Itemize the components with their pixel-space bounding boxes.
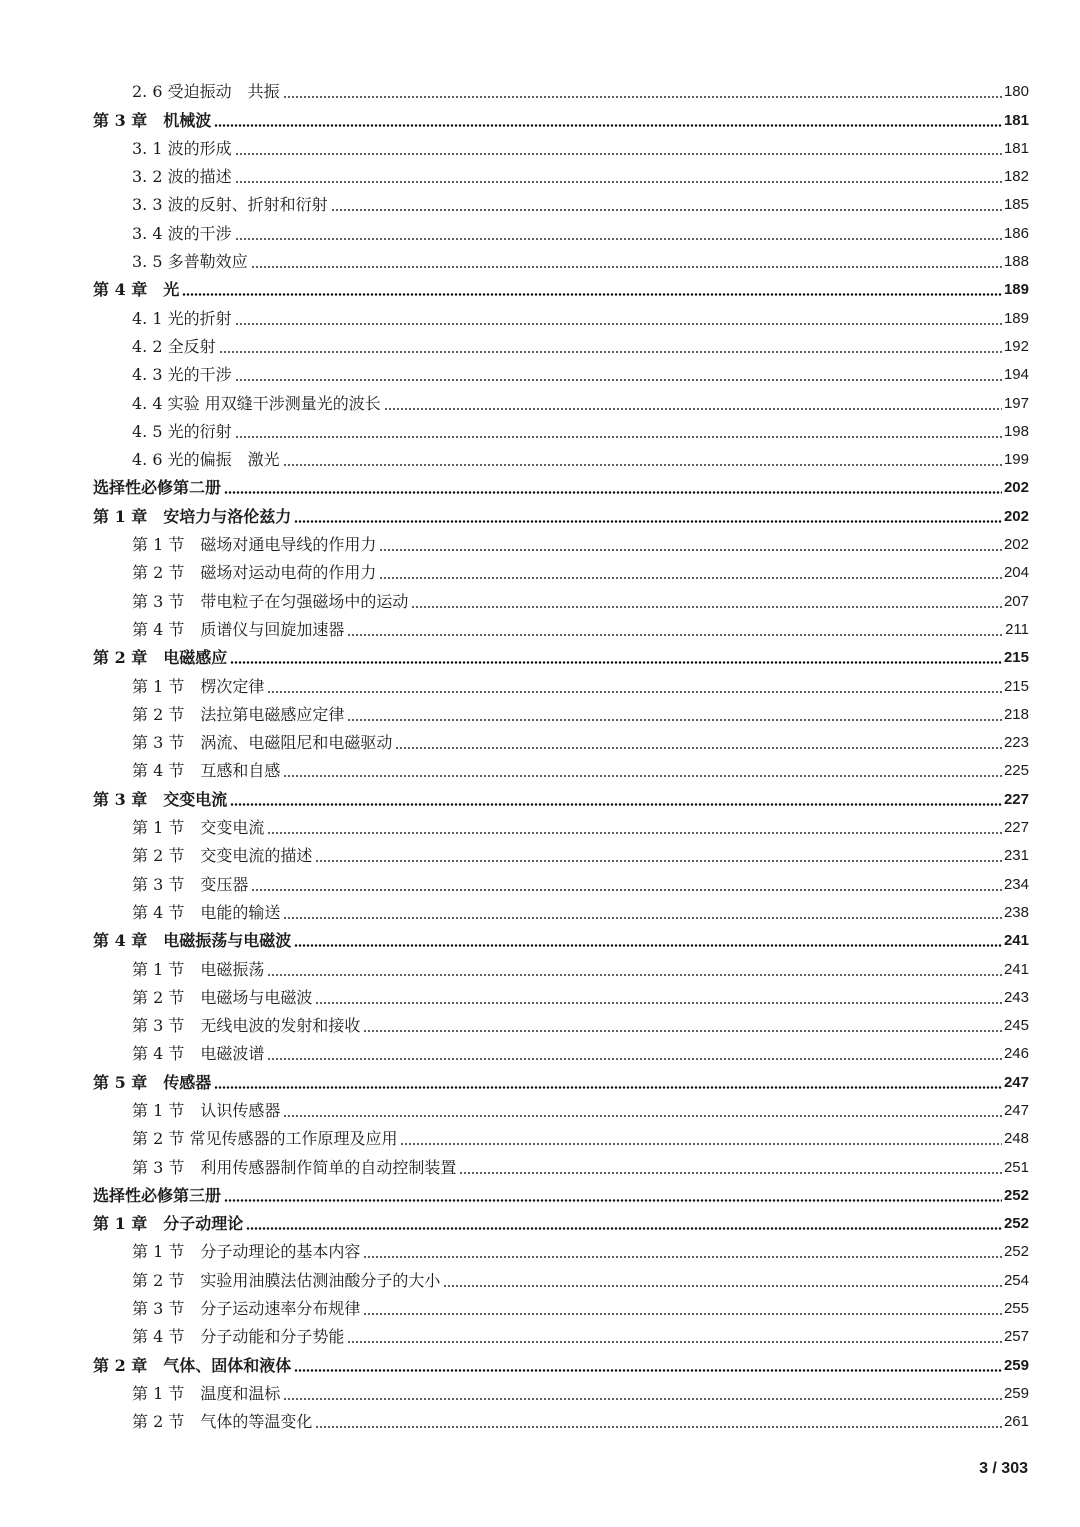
dot-leader <box>251 266 1002 268</box>
toc-entry-page-number: 199 <box>1003 451 1029 469</box>
toc-section-entry[interactable] <box>93 1294 1029 1322</box>
dot-leader <box>235 436 1002 438</box>
toc-chapter-entry[interactable] <box>93 1067 1029 1095</box>
toc-entry-page-number: 259 <box>1003 1384 1029 1402</box>
toc-entry-page-number: 247 <box>1003 1073 1029 1091</box>
toc-entry-title: 第 2 节 交变电流的描述 <box>132 846 313 866</box>
toc-section-entry[interactable] <box>93 360 1029 388</box>
dot-leader <box>283 917 1002 919</box>
toc-entry-title: 第 2 节 电磁场与电磁波 <box>132 987 313 1007</box>
toc-chapter-entry[interactable] <box>93 643 1029 671</box>
dot-leader <box>379 577 1002 579</box>
toc-entry-title: 第 1 节 认识传感器 <box>132 1100 281 1120</box>
toc-chapter-entry[interactable] <box>93 1209 1029 1237</box>
toc-section-entry[interactable] <box>93 756 1029 784</box>
toc-entry-title: 第 3 节 涡流、电磁阻尼和电磁驱动 <box>132 733 393 753</box>
toc-entry-page-number: 218 <box>1003 705 1029 723</box>
dot-leader <box>411 606 1002 608</box>
toc-entry-page-number: 189 <box>1003 309 1029 327</box>
toc-entry-page-number: 215 <box>1003 649 1029 667</box>
toc-entry-page-number: 254 <box>1003 1271 1029 1289</box>
toc-entry-title: 第 3 章 交变电流 <box>93 789 228 809</box>
dot-leader <box>347 719 1002 721</box>
toc-entry-title: 第 4 章 光 <box>93 280 180 300</box>
dot-leader <box>283 775 1002 777</box>
toc-section-entry[interactable] <box>93 869 1029 897</box>
toc-entry-title: 第 4 节 电能的输送 <box>132 902 281 922</box>
toc-section-entry[interactable] <box>93 332 1029 360</box>
dot-leader <box>363 1256 1002 1258</box>
toc-entry-title: 4. 6 光的偏振 激光 <box>132 450 280 470</box>
toc-entry-title: 第 3 章 机械波 <box>93 110 212 130</box>
toc-entry-page-number: 251 <box>1003 1158 1029 1176</box>
toc-section-entry[interactable] <box>93 728 1029 756</box>
dot-leader <box>246 1227 1002 1230</box>
toc-entry-title: 第 1 节 温度和温标 <box>132 1383 281 1403</box>
toc-section-entry[interactable] <box>93 558 1029 586</box>
toc-section-entry[interactable] <box>93 1152 1029 1180</box>
toc-chapter-entry[interactable] <box>93 926 1029 954</box>
toc-section-entry[interactable] <box>93 530 1029 558</box>
toc-entry-page-number: 227 <box>1003 790 1029 808</box>
toc-entry-title: 第 4 节 分子动能和分子势能 <box>132 1327 345 1347</box>
dot-leader <box>214 1086 1002 1089</box>
toc-section-entry[interactable] <box>93 77 1029 105</box>
toc-entry-page-number: 211 <box>1005 620 1029 638</box>
toc-chapter-entry[interactable] <box>93 275 1029 303</box>
dot-leader <box>235 181 1002 183</box>
dot-leader <box>443 1285 1002 1287</box>
toc-section-entry[interactable] <box>93 445 1029 473</box>
toc-entry-title: 4. 1 光的折射 <box>132 308 232 328</box>
dot-leader <box>267 691 1002 693</box>
toc-entry-page-number: 198 <box>1003 422 1029 440</box>
toc-section-entry[interactable] <box>93 1265 1029 1293</box>
toc-entry-page-number: 182 <box>1003 168 1029 186</box>
toc-section-entry[interactable] <box>93 1096 1029 1124</box>
dot-leader <box>294 944 1002 947</box>
toc-entry-page-number: 243 <box>1003 988 1029 1006</box>
toc-section-entry[interactable] <box>93 1039 1029 1067</box>
toc-entry-title: 第 2 节 磁场对运动电荷的作用力 <box>132 563 377 583</box>
toc-entry-page-number: 207 <box>1003 592 1029 610</box>
toc-entry-title: 第 1 节 楞次定律 <box>132 676 265 696</box>
toc-entry-page-number: 255 <box>1003 1300 1029 1318</box>
toc-entry-page-number: 223 <box>1003 734 1029 752</box>
toc-entry-page-number: 231 <box>1003 847 1029 865</box>
toc-entry-title: 3. 1 波的形成 <box>132 138 232 158</box>
dot-leader <box>182 293 1002 296</box>
toc-entry-page-number: 227 <box>1003 819 1029 837</box>
toc-section-entry[interactable] <box>93 586 1029 614</box>
dot-leader <box>331 209 1002 211</box>
toc-section-entry[interactable] <box>93 1379 1029 1407</box>
toc-entry-title: 第 4 节 电磁波谱 <box>132 1044 265 1064</box>
toc-entry-title: 第 2 节 实验用油膜法估测油酸分子的大小 <box>132 1270 441 1290</box>
toc-section-entry[interactable] <box>93 954 1029 982</box>
toc-section-entry[interactable] <box>93 898 1029 926</box>
toc-entry-page-number: 181 <box>1003 139 1029 157</box>
toc-entry-page-number: 194 <box>1003 366 1029 384</box>
dot-leader <box>315 860 1002 862</box>
toc-chapter-entry[interactable] <box>93 784 1029 812</box>
toc-entry-title: 第 4 章 电磁振荡与电磁波 <box>93 931 292 951</box>
toc-entry-title: 第 3 节 变压器 <box>132 874 249 894</box>
toc-section-entry[interactable] <box>93 1322 1029 1350</box>
toc-entry-page-number: 202 <box>1003 479 1029 497</box>
table-of-contents <box>93 77 1029 1435</box>
dot-leader <box>315 1002 1002 1004</box>
toc-entry-title: 4. 2 全反射 <box>132 336 216 356</box>
toc-section-entry[interactable] <box>93 303 1029 331</box>
dot-leader <box>235 238 1002 240</box>
toc-entry-page-number: 241 <box>1003 932 1029 950</box>
toc-entry-page-number: 186 <box>1003 224 1029 242</box>
dot-leader <box>283 96 1002 98</box>
toc-entry-page-number: 238 <box>1003 903 1029 921</box>
toc-entry-page-number: 252 <box>1003 1243 1029 1261</box>
toc-entry-title: 3. 5 多普勒效应 <box>132 252 248 272</box>
toc-section-entry[interactable] <box>93 388 1029 416</box>
toc-section-entry[interactable] <box>93 1011 1029 1039</box>
toc-chapter-entry[interactable] <box>93 1181 1029 1209</box>
toc-entry-page-number: 252 <box>1003 1186 1029 1204</box>
toc-chapter-entry[interactable] <box>93 473 1029 501</box>
dot-leader <box>235 323 1002 325</box>
toc-chapter-entry[interactable] <box>93 501 1029 529</box>
toc-entry-page-number: 241 <box>1003 960 1029 978</box>
toc-entry-title: 第 1 节 磁场对通电导线的作用力 <box>132 535 377 555</box>
toc-section-entry[interactable] <box>93 1124 1029 1152</box>
toc-section-entry[interactable] <box>93 813 1029 841</box>
toc-entry-page-number: 202 <box>1003 536 1029 554</box>
toc-entry-title: 第 2 章 气体、固体和液体 <box>93 1355 292 1375</box>
toc-entry-title: 第 2 章 电磁感应 <box>93 648 228 668</box>
toc-entry-title: 第 1 章 安培力与洛伦兹力 <box>93 506 292 526</box>
toc-entry-title: 选择性必修第三册 <box>93 1185 222 1205</box>
toc-entry-page-number: 234 <box>1003 875 1029 893</box>
toc-entry-page-number: 252 <box>1003 1215 1029 1233</box>
dot-leader <box>214 124 1002 127</box>
dot-leader <box>294 520 1002 523</box>
toc-entry-title: 第 2 节 法拉第电磁感应定律 <box>132 704 345 724</box>
toc-entry-title: 选择性必修第二册 <box>93 478 222 498</box>
dot-leader <box>315 1426 1002 1428</box>
toc-entry-title: 第 3 节 无线电波的发射和接收 <box>132 1016 361 1036</box>
dot-leader <box>363 1313 1002 1315</box>
toc-entry-title: 第 3 节 带电粒子在匀强磁场中的运动 <box>132 591 409 611</box>
toc-entry-page-number: 189 <box>1003 281 1029 299</box>
toc-section-entry[interactable] <box>93 841 1029 869</box>
toc-entry-title: 3. 4 波的干涉 <box>132 223 232 243</box>
toc-entry-page-number: 245 <box>1003 1017 1029 1035</box>
dot-leader <box>459 1172 1002 1174</box>
dot-leader <box>251 889 1002 891</box>
toc-entry-title: 第 2 节 气体的等温变化 <box>132 1412 313 1432</box>
dot-leader <box>267 832 1002 834</box>
toc-entry-title: 3. 3 波的反射、折射和衍射 <box>132 195 328 215</box>
toc-section-entry[interactable] <box>93 190 1029 218</box>
toc-section-entry[interactable] <box>93 700 1029 728</box>
toc-entry-title: 4. 4 实验 用双缝干涉测量光的波长 <box>132 393 381 413</box>
toc-entry-page-number: 225 <box>1003 762 1029 780</box>
toc-entry-page-number: 181 <box>1003 111 1029 129</box>
toc-chapter-entry[interactable] <box>93 105 1029 133</box>
toc-entry-title: 第 1 节 交变电流 <box>132 818 265 838</box>
dot-leader <box>230 803 1002 806</box>
toc-entry-title: 4. 5 光的衍射 <box>132 421 232 441</box>
toc-section-entry[interactable] <box>93 1237 1029 1265</box>
toc-entry-page-number: 180 <box>1003 83 1029 101</box>
toc-entry-title: 第 4 节 质谱仪与回旋加速器 <box>132 619 345 639</box>
page-indicator: 3 / 303 <box>979 1460 1028 1477</box>
dot-leader <box>400 1143 1002 1145</box>
dot-leader <box>283 1398 1002 1400</box>
toc-section-entry[interactable] <box>93 671 1029 699</box>
toc-entry-page-number: 248 <box>1003 1130 1029 1148</box>
dot-leader <box>283 464 1002 466</box>
dot-leader <box>347 1341 1002 1343</box>
toc-entry-title: 第 1 章 分子动理论 <box>93 1214 244 1234</box>
dot-leader <box>224 491 1002 494</box>
toc-entry-title: 第 4 节 互感和自感 <box>132 761 281 781</box>
toc-section-entry[interactable] <box>93 615 1029 643</box>
dot-leader <box>384 408 1002 410</box>
dot-leader <box>267 974 1002 976</box>
toc-section-entry[interactable] <box>93 134 1029 162</box>
dot-leader <box>219 351 1002 353</box>
toc-section-entry[interactable] <box>93 1407 1029 1435</box>
toc-section-entry[interactable] <box>93 983 1029 1011</box>
toc-entry-title: 3. 2 波的描述 <box>132 167 232 187</box>
dot-leader <box>363 1030 1002 1032</box>
toc-entry-page-number: 261 <box>1003 1413 1029 1431</box>
toc-section-entry[interactable] <box>93 417 1029 445</box>
dot-leader <box>347 634 1003 636</box>
dot-leader <box>235 379 1002 381</box>
dot-leader <box>267 1058 1002 1060</box>
toc-entry-page-number: 247 <box>1003 1101 1029 1119</box>
toc-entry-page-number: 204 <box>1003 564 1029 582</box>
toc-entry-page-number: 197 <box>1003 394 1029 412</box>
toc-entry-title: 第 3 节 分子运动速率分布规律 <box>132 1299 361 1319</box>
toc-entry-page-number: 192 <box>1003 337 1029 355</box>
dot-leader <box>395 747 1002 749</box>
dot-leader <box>235 153 1002 155</box>
toc-chapter-entry[interactable] <box>93 1350 1029 1378</box>
toc-entry-title: 第 1 节 电磁振荡 <box>132 959 265 979</box>
dot-leader <box>224 1199 1002 1202</box>
toc-entry-title: 第 3 节 利用传感器制作简单的自动控制装置 <box>132 1157 457 1177</box>
toc-entry-title: 第 1 节 分子动理论的基本内容 <box>132 1242 361 1262</box>
toc-entry-page-number: 257 <box>1003 1328 1029 1346</box>
toc-entry-title: 第 2 节 常见传感器的工作原理及应用 <box>132 1129 398 1149</box>
toc-entry-page-number: 259 <box>1003 1356 1029 1374</box>
toc-entry-title: 4. 3 光的干涉 <box>132 365 232 385</box>
toc-section-entry[interactable] <box>93 247 1029 275</box>
dot-leader <box>294 1369 1002 1372</box>
toc-entry-page-number: 215 <box>1003 677 1029 695</box>
toc-entry-page-number: 246 <box>1003 1045 1029 1063</box>
toc-entry-title: 2. 6 受迫振动 共振 <box>132 82 280 102</box>
toc-entry-page-number: 202 <box>1003 507 1029 525</box>
dot-leader <box>283 1115 1002 1117</box>
toc-entry-page-number: 188 <box>1003 253 1029 271</box>
dot-leader <box>230 661 1002 664</box>
toc-section-entry[interactable] <box>93 218 1029 246</box>
dot-leader <box>379 549 1002 551</box>
toc-entry-page-number: 185 <box>1003 196 1029 214</box>
toc-section-entry[interactable] <box>93 162 1029 190</box>
toc-entry-title: 第 5 章 传感器 <box>93 1072 212 1092</box>
